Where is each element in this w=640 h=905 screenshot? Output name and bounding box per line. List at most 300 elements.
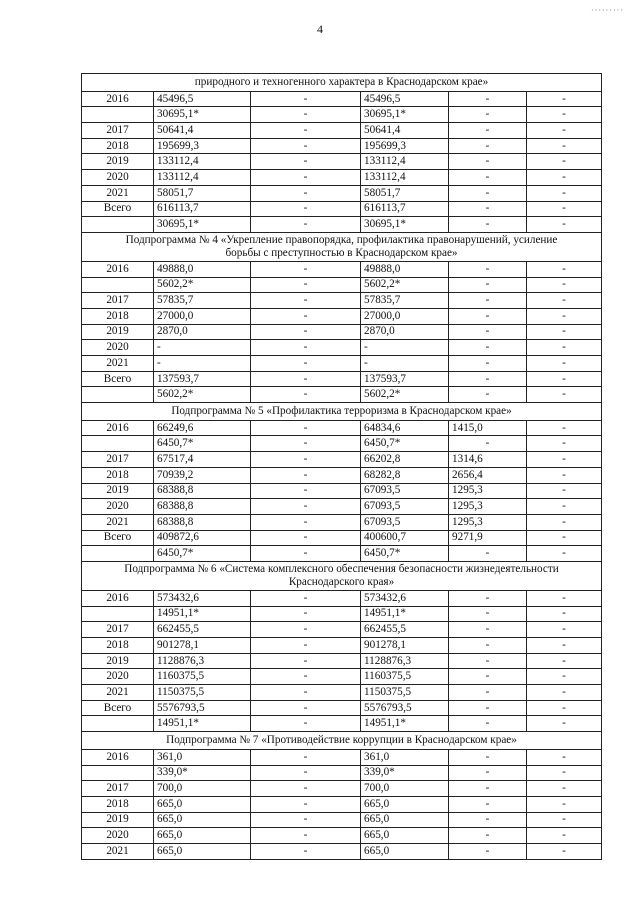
regional-budget-cell: 30695,1* — [361, 217, 449, 233]
year-cell: 2017 — [82, 293, 154, 309]
table-row — [82, 483, 602, 499]
local-budget-cell: 1295,3 — [449, 514, 527, 530]
table-row — [82, 514, 602, 530]
extrabudgetary-cell: - — [527, 530, 602, 546]
local-budget-cell: - — [449, 653, 527, 669]
year-cell — [82, 387, 154, 403]
local-budget-cell: - — [449, 356, 527, 372]
extrabudgetary-cell: - — [527, 91, 602, 107]
total-amount-cell: 6450,7* — [154, 436, 251, 452]
year-cell — [82, 277, 154, 293]
table-row — [82, 91, 602, 107]
federal-budget-cell: - — [251, 436, 361, 452]
extrabudgetary-cell: - — [527, 217, 602, 233]
year-cell: 2016 — [82, 91, 154, 107]
subprogram-header — [82, 732, 602, 750]
extrabudgetary-cell: - — [527, 828, 602, 844]
local-budget-cell: 2656,4 — [449, 467, 527, 483]
subprogram-title-line: Подпрограмма № 4 «Укрепление правопорядка, профилактика правонарушений, усиление — [125, 233, 558, 246]
local-budget-cell: - — [449, 123, 527, 139]
year-cell: 2019 — [82, 324, 154, 340]
year-cell: 2020 — [82, 340, 154, 356]
year-cell: 2017 — [82, 452, 154, 468]
federal-budget-cell: - — [251, 749, 361, 765]
total-amount-cell: - — [154, 356, 251, 372]
local-budget-cell: - — [449, 749, 527, 765]
extrabudgetary-cell: - — [527, 324, 602, 340]
federal-budget-cell: - — [251, 514, 361, 530]
regional-budget-cell: 665,0 — [361, 796, 449, 812]
total-amount-cell: 361,0 — [154, 749, 251, 765]
table-row — [82, 685, 602, 701]
federal-budget-cell: - — [251, 371, 361, 387]
extrabudgetary-cell: - — [527, 340, 602, 356]
extrabudgetary-cell: - — [527, 483, 602, 499]
budget-table-body — [82, 74, 602, 860]
local-budget-cell: - — [449, 716, 527, 732]
local-budget-cell: - — [449, 201, 527, 217]
local-budget-cell: 1314,6 — [449, 452, 527, 468]
federal-budget-cell: - — [251, 308, 361, 324]
total-amount-cell: 137593,7 — [154, 371, 251, 387]
year-cell — [82, 107, 154, 123]
federal-budget-cell: - — [251, 622, 361, 638]
extrabudgetary-cell: - — [527, 170, 602, 186]
total-amount-cell: 616113,7 — [154, 201, 251, 217]
table-row — [82, 467, 602, 483]
table-row — [82, 308, 602, 324]
subprogram-title-line: Краснодарского края» — [288, 575, 395, 588]
local-budget-cell: - — [449, 308, 527, 324]
year-cell — [82, 217, 154, 233]
federal-budget-cell: - — [251, 217, 361, 233]
federal-budget-cell: - — [251, 123, 361, 139]
table-row — [82, 843, 602, 859]
regional-budget-cell: 6450,7* — [361, 436, 449, 452]
total-amount-cell: 14951,1* — [154, 606, 251, 622]
federal-budget-cell: - — [251, 530, 361, 546]
table-row — [82, 781, 602, 797]
total-amount-cell: 45496,5 — [154, 91, 251, 107]
subprogram-header — [82, 74, 602, 92]
local-budget-cell: - — [449, 138, 527, 154]
total-amount-cell: 901278,1 — [154, 638, 251, 654]
extrabudgetary-cell: - — [527, 685, 602, 701]
extrabudgetary-cell: - — [527, 154, 602, 170]
year-cell: 2020 — [82, 499, 154, 515]
local-budget-cell: - — [449, 781, 527, 797]
table-row — [82, 590, 602, 606]
federal-budget-cell: - — [251, 340, 361, 356]
total-amount-cell: 573432,6 — [154, 590, 251, 606]
extrabudgetary-cell: - — [527, 843, 602, 859]
year-cell: 2018 — [82, 638, 154, 654]
total-amount-cell: 665,0 — [154, 843, 251, 859]
year-cell: 2021 — [82, 685, 154, 701]
table-row — [82, 185, 602, 201]
federal-budget-cell: - — [251, 420, 361, 436]
federal-budget-cell: - — [251, 107, 361, 123]
total-amount-cell: 5576793,5 — [154, 700, 251, 716]
local-budget-cell: - — [449, 324, 527, 340]
year-cell: 2016 — [82, 420, 154, 436]
local-budget-cell: - — [449, 765, 527, 781]
federal-budget-cell: - — [251, 293, 361, 309]
page-number: 4 — [317, 22, 323, 36]
year-cell: 2016 — [82, 590, 154, 606]
local-budget-cell: 1295,3 — [449, 499, 527, 515]
federal-budget-cell: - — [251, 590, 361, 606]
extrabudgetary-cell: - — [527, 749, 602, 765]
extrabudgetary-cell: - — [527, 812, 602, 828]
local-budget-cell: 9271,9 — [449, 530, 527, 546]
federal-budget-cell: - — [251, 765, 361, 781]
extrabudgetary-cell: - — [527, 622, 602, 638]
year-cell — [82, 765, 154, 781]
extrabudgetary-cell: - — [527, 185, 602, 201]
local-budget-cell: - — [449, 170, 527, 186]
regional-budget-cell: 14951,1* — [361, 606, 449, 622]
regional-budget-cell: 901278,1 — [361, 638, 449, 654]
total-amount-cell: 409872,6 — [154, 530, 251, 546]
regional-budget-cell: 665,0 — [361, 812, 449, 828]
total-amount-cell: - — [154, 340, 251, 356]
subprogram-title — [82, 403, 602, 421]
corner-mark: ········· — [591, 6, 624, 15]
local-budget-cell: 1295,3 — [449, 483, 527, 499]
regional-budget-cell: 133112,4 — [361, 170, 449, 186]
table-row — [82, 716, 602, 732]
year-cell: 2018 — [82, 308, 154, 324]
year-cell — [82, 436, 154, 452]
year-cell: 2019 — [82, 653, 154, 669]
federal-budget-cell: - — [251, 324, 361, 340]
table-row — [82, 217, 602, 233]
local-budget-cell: - — [449, 340, 527, 356]
regional-budget-cell: 700,0 — [361, 781, 449, 797]
extrabudgetary-cell: - — [527, 514, 602, 530]
extrabudgetary-cell: - — [527, 138, 602, 154]
total-amount-cell: 665,0 — [154, 796, 251, 812]
federal-budget-cell: - — [251, 796, 361, 812]
extrabudgetary-cell: - — [527, 261, 602, 277]
extrabudgetary-cell: - — [527, 700, 602, 716]
subprogram-header — [82, 561, 602, 590]
total-amount-cell: 68388,8 — [154, 514, 251, 530]
extrabudgetary-cell: - — [527, 653, 602, 669]
extrabudgetary-cell: - — [527, 420, 602, 436]
table-row — [82, 638, 602, 654]
local-budget-cell: - — [449, 590, 527, 606]
local-budget-cell: - — [449, 638, 527, 654]
local-budget-cell: 1415,0 — [449, 420, 527, 436]
year-cell: 2019 — [82, 483, 154, 499]
total-amount-cell: 133112,4 — [154, 170, 251, 186]
local-budget-cell: - — [449, 700, 527, 716]
table-row — [82, 669, 602, 685]
table-row — [82, 138, 602, 154]
table-row — [82, 387, 602, 403]
federal-budget-cell: - — [251, 170, 361, 186]
local-budget-cell: - — [449, 436, 527, 452]
regional-budget-cell: 616113,7 — [361, 201, 449, 217]
federal-budget-cell: - — [251, 638, 361, 654]
year-cell: 2018 — [82, 796, 154, 812]
federal-budget-cell: - — [251, 546, 361, 562]
table-row — [82, 546, 602, 562]
federal-budget-cell: - — [251, 356, 361, 372]
regional-budget-cell: 665,0 — [361, 843, 449, 859]
regional-budget-cell: 45496,5 — [361, 91, 449, 107]
total-amount-cell: 665,0 — [154, 812, 251, 828]
table-row — [82, 622, 602, 638]
extrabudgetary-cell: - — [527, 638, 602, 654]
total-amount-cell: 68388,8 — [154, 499, 251, 515]
local-budget-cell: - — [449, 796, 527, 812]
federal-budget-cell: - — [251, 261, 361, 277]
table-row — [82, 420, 602, 436]
federal-budget-cell: - — [251, 499, 361, 515]
extrabudgetary-cell: - — [527, 277, 602, 293]
regional-budget-cell: 27000,0 — [361, 308, 449, 324]
federal-budget-cell: - — [251, 781, 361, 797]
regional-budget-cell: 5576793,5 — [361, 700, 449, 716]
federal-budget-cell: - — [251, 91, 361, 107]
total-amount-cell: 1150375,5 — [154, 685, 251, 701]
total-amount-cell: 50641,4 — [154, 123, 251, 139]
local-budget-cell: - — [449, 828, 527, 844]
regional-budget-cell: 1128876,3 — [361, 653, 449, 669]
year-cell — [82, 606, 154, 622]
table-row — [82, 436, 602, 452]
table-row — [82, 293, 602, 309]
year-cell: 2019 — [82, 154, 154, 170]
local-budget-cell: - — [449, 371, 527, 387]
year-cell: 2017 — [82, 622, 154, 638]
extrabudgetary-cell: - — [527, 387, 602, 403]
total-amount-cell: 1128876,3 — [154, 653, 251, 669]
federal-budget-cell: - — [251, 154, 361, 170]
total-amount-cell: 30695,1* — [154, 107, 251, 123]
table-row — [82, 123, 602, 139]
regional-budget-cell: 361,0 — [361, 749, 449, 765]
table-row — [82, 765, 602, 781]
extrabudgetary-cell: - — [527, 781, 602, 797]
regional-budget-cell: 2870,0 — [361, 324, 449, 340]
subprogram-title — [82, 74, 602, 92]
total-amount-cell: 49888,0 — [154, 261, 251, 277]
extrabudgetary-cell: - — [527, 201, 602, 217]
table-row — [82, 749, 602, 765]
extrabudgetary-cell: - — [527, 356, 602, 372]
regional-budget-cell: 30695,1* — [361, 107, 449, 123]
table-row — [82, 324, 602, 340]
regional-budget-cell: 14951,1* — [361, 716, 449, 732]
regional-budget-cell: 133112,4 — [361, 154, 449, 170]
local-budget-cell: - — [449, 185, 527, 201]
extrabudgetary-cell: - — [527, 499, 602, 515]
regional-budget-cell: 50641,4 — [361, 123, 449, 139]
year-cell: 2020 — [82, 170, 154, 186]
year-cell: Всего — [82, 530, 154, 546]
total-amount-cell: 339,0* — [154, 765, 251, 781]
local-budget-cell: - — [449, 107, 527, 123]
table-row — [82, 606, 602, 622]
table-row — [82, 154, 602, 170]
federal-budget-cell: - — [251, 716, 361, 732]
regional-budget-cell: 339,0* — [361, 765, 449, 781]
table-row — [82, 499, 602, 515]
subprogram-title-line: Подпрограмма № 6 «Система комплексного обеспечения безопасности жизнедеятельности — [124, 562, 559, 575]
total-amount-cell: 1160375,5 — [154, 669, 251, 685]
total-amount-cell: 57835,7 — [154, 293, 251, 309]
regional-budget-cell: 57835,7 — [361, 293, 449, 309]
extrabudgetary-cell: - — [527, 590, 602, 606]
table-row — [82, 530, 602, 546]
regional-budget-cell: 665,0 — [361, 828, 449, 844]
extrabudgetary-cell: - — [527, 293, 602, 309]
total-amount-cell: 66249,6 — [154, 420, 251, 436]
federal-budget-cell: - — [251, 138, 361, 154]
subprogram-header — [82, 403, 602, 421]
total-amount-cell: 14951,1* — [154, 716, 251, 732]
table-row — [82, 828, 602, 844]
table-row — [82, 170, 602, 186]
extrabudgetary-cell: - — [527, 436, 602, 452]
regional-budget-cell: 137593,7 — [361, 371, 449, 387]
year-cell: 2021 — [82, 185, 154, 201]
year-cell: 2021 — [82, 514, 154, 530]
regional-budget-cell: 195699,3 — [361, 138, 449, 154]
regional-budget-cell: 58051,7 — [361, 185, 449, 201]
federal-budget-cell: - — [251, 843, 361, 859]
regional-budget-cell: 5602,2* — [361, 277, 449, 293]
local-budget-cell: - — [449, 669, 527, 685]
total-amount-cell: 30695,1* — [154, 217, 251, 233]
regional-budget-cell: 49888,0 — [361, 261, 449, 277]
table-row — [82, 261, 602, 277]
table-row — [82, 812, 602, 828]
table-row — [82, 277, 602, 293]
regional-budget-cell: 573432,6 — [361, 590, 449, 606]
total-amount-cell: 27000,0 — [154, 308, 251, 324]
subprogram-header — [82, 232, 602, 261]
table-row — [82, 356, 602, 372]
subprogram-title-line: природного и техногенного характера в Краснодарском крае» — [194, 75, 489, 88]
table-row — [82, 700, 602, 716]
federal-budget-cell: - — [251, 452, 361, 468]
extrabudgetary-cell: - — [527, 669, 602, 685]
federal-budget-cell: - — [251, 685, 361, 701]
subprogram-title — [82, 232, 602, 261]
federal-budget-cell: - — [251, 277, 361, 293]
subprogram-title-line: борьбы с преступностью в Краснодарском крае» — [225, 246, 458, 259]
regional-budget-cell: 662455,5 — [361, 622, 449, 638]
regional-budget-cell: - — [361, 340, 449, 356]
local-budget-cell: - — [449, 293, 527, 309]
total-amount-cell: 662455,5 — [154, 622, 251, 638]
federal-budget-cell: - — [251, 201, 361, 217]
table-row — [82, 653, 602, 669]
year-cell: 2019 — [82, 812, 154, 828]
extrabudgetary-cell: - — [527, 467, 602, 483]
year-cell: Всего — [82, 700, 154, 716]
federal-budget-cell: - — [251, 653, 361, 669]
extrabudgetary-cell: - — [527, 452, 602, 468]
table-row — [82, 796, 602, 812]
table-row — [82, 452, 602, 468]
federal-budget-cell: - — [251, 467, 361, 483]
federal-budget-cell: - — [251, 700, 361, 716]
total-amount-cell: 67517,4 — [154, 452, 251, 468]
total-amount-cell: 6450,7* — [154, 546, 251, 562]
year-cell — [82, 546, 154, 562]
year-cell: 2020 — [82, 828, 154, 844]
regional-budget-cell: 6450,7* — [361, 546, 449, 562]
local-budget-cell: - — [449, 91, 527, 107]
local-budget-cell: - — [449, 277, 527, 293]
table-row — [82, 201, 602, 217]
local-budget-cell: - — [449, 843, 527, 859]
total-amount-cell: 58051,7 — [154, 185, 251, 201]
local-budget-cell: - — [449, 812, 527, 828]
local-budget-cell: - — [449, 546, 527, 562]
federal-budget-cell: - — [251, 828, 361, 844]
regional-budget-cell: 68282,8 — [361, 467, 449, 483]
table-row — [82, 371, 602, 387]
regional-budget-cell: 1160375,5 — [361, 669, 449, 685]
table-row — [82, 107, 602, 123]
total-amount-cell: 70939,2 — [154, 467, 251, 483]
subprogram-title-line: Подпрограмма № 5 «Профилактика терроризма в Краснодарском крае» — [171, 404, 512, 417]
local-budget-cell: - — [449, 387, 527, 403]
year-cell: 2021 — [82, 356, 154, 372]
regional-budget-cell: 400600,7 — [361, 530, 449, 546]
regional-budget-cell: 64834,6 — [361, 420, 449, 436]
year-cell: 2018 — [82, 467, 154, 483]
federal-budget-cell: - — [251, 387, 361, 403]
regional-budget-cell: 67093,5 — [361, 499, 449, 515]
budget-table — [81, 73, 602, 860]
local-budget-cell: - — [449, 154, 527, 170]
regional-budget-cell: 5602,2* — [361, 387, 449, 403]
year-cell: 2016 — [82, 261, 154, 277]
year-cell: 2018 — [82, 138, 154, 154]
extrabudgetary-cell: - — [527, 765, 602, 781]
total-amount-cell: 665,0 — [154, 828, 251, 844]
extrabudgetary-cell: - — [527, 123, 602, 139]
subprogram-title-line: Подпрограмма № 7 «Противодействие коррупции в Краснодарском крае» — [166, 733, 517, 746]
total-amount-cell: 195699,3 — [154, 138, 251, 154]
regional-budget-cell: 1150375,5 — [361, 685, 449, 701]
total-amount-cell: 68388,8 — [154, 483, 251, 499]
year-cell: 2020 — [82, 669, 154, 685]
regional-budget-cell: 67093,5 — [361, 483, 449, 499]
regional-budget-cell: 67093,5 — [361, 514, 449, 530]
extrabudgetary-cell: - — [527, 546, 602, 562]
total-amount-cell: 2870,0 — [154, 324, 251, 340]
year-cell: Всего — [82, 201, 154, 217]
total-amount-cell: 5602,2* — [154, 277, 251, 293]
extrabudgetary-cell: - — [527, 371, 602, 387]
total-amount-cell: 5602,2* — [154, 387, 251, 403]
year-cell: 2017 — [82, 781, 154, 797]
total-amount-cell: 133112,4 — [154, 154, 251, 170]
federal-budget-cell: - — [251, 812, 361, 828]
total-amount-cell: 700,0 — [154, 781, 251, 797]
local-budget-cell: - — [449, 261, 527, 277]
local-budget-cell: - — [449, 217, 527, 233]
